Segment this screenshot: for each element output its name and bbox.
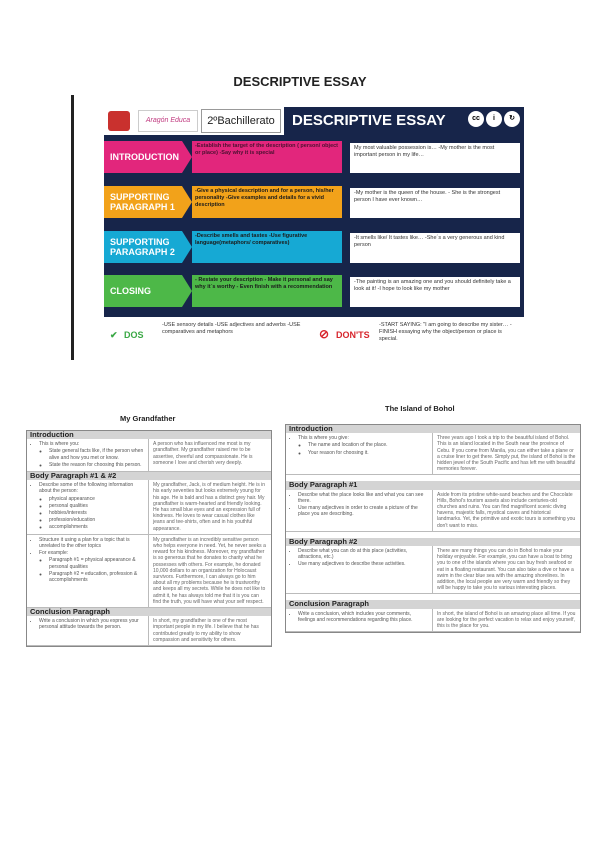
left-essay-table <box>26 430 272 647</box>
license-icons <box>468 111 520 127</box>
page-title: DESCRIPTIVE ESSAY <box>233 74 367 89</box>
dos-label: DOS <box>124 330 144 340</box>
infographic-header <box>104 107 524 135</box>
section-example-text: There are many things you can do in Bohol to make your holiday enjoyable. For example, you can have a boat to bring you to one of the islands where you can buy fresh seafood or eat in a floating restaurant. You can also take a dive or have a swim in the clear blue sea with the amazing shorelines. In addition, the local people are very warm and friendly so they will be happy to take you to various interesting places. <box>437 548 574 592</box>
section-instructions <box>286 433 433 474</box>
info-row-example-0: My most valuable possession is… -My mother is the most important person in my life… <box>350 143 520 173</box>
left-section-2 <box>27 535 271 608</box>
info-row-example-1: -My mother is the queen of the house. - She is the strongest person I have ever known… <box>350 188 520 218</box>
right-essay-title: The Island of Bohol <box>385 404 455 413</box>
by-icon: i <box>486 111 502 127</box>
infographic-title <box>284 107 524 135</box>
instruction-bullet: • This is where you give: <box>298 435 428 441</box>
instruction-bullet: • Structure it using a plan for a topic that is unrelated to the other topics <box>39 537 144 549</box>
left-section-1 <box>27 472 271 535</box>
section-instructions <box>286 490 433 531</box>
instruction-sub-bullet: ◦ Paragraph #1 = physical appearance & personal qualities <box>49 557 144 569</box>
info-row-label-0: INTRODUCTION <box>104 141 182 173</box>
section-row <box>286 546 580 594</box>
section-row <box>286 433 580 475</box>
right-section-1 <box>286 481 580 531</box>
info-row-desc-1: -Give a physical description and for a person, his/her personality -Give examples and details for a vivid description <box>192 186 342 218</box>
instruction-bullet: • Describe some of the following information about the person: <box>39 482 144 494</box>
section-instructions <box>286 609 433 632</box>
instruction-sub-bullet: ◦ accomplishments <box>49 524 144 530</box>
instruction-sub-bullet: ◦ profession/education <box>49 517 144 523</box>
section-row <box>27 439 271 472</box>
section-heading: Conclusion Paragraph <box>286 600 580 608</box>
section-example-text: My grandfather is an incredibly sensitive person who helps everyone in need. Yet, he never seeks a reward for his kindness. Moreover, my grandfather is so generous that he donates to charity what he possesses with others. For example, he donated 10,000 dollars to an organization for Holocaust survivors. Furthermore, I can always go to him about all my problems because he is trustworthy and keeps all my secrets. While he does not like to admit it, he has always told me that it is you can find the truth, you will have what your self respect. <box>153 536 266 605</box>
instruction-bullet: • Describe what you can do at this place (activities, attractions, etc.) <box>298 548 428 560</box>
cc-icon: cc <box>468 111 484 127</box>
section-row <box>27 616 271 646</box>
info-row-desc-2: -Describe smells and tastes -Use figurative language(metaphors/ comparatives) <box>192 231 342 263</box>
section-heading: Introduction <box>286 425 580 433</box>
donts-label: DON'TS <box>336 330 370 340</box>
section-heading: Body Paragraph #2 <box>286 538 580 546</box>
section-instructions <box>27 535 149 607</box>
aragon-educa-logo: Aragón Educa <box>138 110 198 132</box>
section-row <box>286 609 580 633</box>
instruction-sub-bullet: ◦ Your reason for choosing it. <box>308 450 428 456</box>
region-logo-icon <box>108 111 130 131</box>
dos-text: -USE sensory details -USE adjectives and adverbs -USE comparatives and metaphors <box>162 322 301 335</box>
dos-check-icon: ✔ <box>110 330 118 340</box>
section-heading: Body Paragraph #1 & #2 <box>27 472 271 480</box>
instruction-sub-bullet: ◦ physical appearance <box>49 496 144 502</box>
instruction-sub-bullet: ◦ personal qualities <box>49 503 144 509</box>
instruction-sub-bullet: ◦ Paragraph #2 = education, profession & accomplishments <box>49 571 144 583</box>
instruction-bullet: • Describe what the place looks like and what you can see there. <box>298 492 428 504</box>
instruction-bullet: • Write a conclusion in which you express your personal attitude towards the person. <box>39 618 144 630</box>
instruction-bullet: • Write a conclusion, which includes your comments, feelings and recommendations regarding this place. <box>298 611 428 623</box>
info-row-desc-3: - Restate your description - Make it personal and say why it´s worthy - Even finish with a recommendation <box>192 275 342 307</box>
info-row-label-3: CLOSING <box>104 275 182 307</box>
section-example-text: Three years ago I took a trip to the beautiful island of Bohol. This is an island located in the South near the province of Cebu. If you come from Manila, you can either take a plane or a cruise liner to get there. Simply put, the island of Bohol is the hidden jewel of the South Pacific and has left me with beautiful memories forever. <box>437 435 576 473</box>
left-section-0 <box>27 431 271 472</box>
instruction-bullet: • Use many adjectives in order to create a picture of the place you are describing. <box>298 505 428 517</box>
section-instructions <box>27 480 149 534</box>
instruction-bullet: • This is where you: <box>39 441 144 447</box>
section-heading: Conclusion Paragraph <box>27 608 271 616</box>
donts-text: -START SAYING: "I am going to describe my sister… -FINISH essaying why the object/person or place is special. <box>379 322 512 342</box>
grade-label: 2ºBachillerato <box>201 109 281 133</box>
right-section-3 <box>286 600 580 632</box>
infographic-panel <box>104 107 524 355</box>
dos-donts-bar <box>104 317 524 355</box>
left-section-3 <box>27 608 271 646</box>
section-example-text: A person who has influenced me most is my grandfather. My grandfather raised me to be assertive, cheerful and compassionate. He is someone I love and cherish very deeply. <box>153 441 253 466</box>
info-row-label-2: SUPPORTING PARAGRAPH 2 <box>104 231 182 263</box>
instruction-bullet: • For example: <box>39 550 144 556</box>
instruction-sub-bullet: ◦ State general facts like, if the person when alive and how you met or know. <box>49 448 144 460</box>
right-section-2 <box>286 538 580 595</box>
donts-no-icon: ⊘ <box>319 327 330 341</box>
section-instructions <box>27 439 149 471</box>
section-instructions <box>27 616 149 645</box>
instruction-bullet: • Use many adjectives to describe these activities. <box>298 561 428 567</box>
right-essay-table <box>285 424 581 633</box>
section-example-text: In short, the island of Bohol is an amazing place all time. If you are looking for the perfect vacation to relax and enjoy yourself, this is the place for you. <box>437 610 576 630</box>
instruction-sub-bullet: ◦ The name and location of the place. <box>308 442 428 448</box>
section-row <box>27 535 271 608</box>
instruction-sub-bullet: ◦ State the reason for choosing this person. <box>49 462 144 468</box>
infographic <box>71 95 529 360</box>
section-heading: Body Paragraph #1 <box>286 481 580 489</box>
section-example-text: Aside from its pristine white-sand beaches and the Chocolate Hills, Bohol's tourism assets also include centuries-old churches and ruins. You can find magnificent scenic diving havens, majestic falls, mystical caves and historical landmarks. Yet, the primitive and exotic tours is something you don't want to miss. <box>437 491 576 529</box>
right-section-0 <box>286 425 580 475</box>
left-essay-title: My Grandfather <box>120 414 176 423</box>
info-row-example-3: -The painting is an amazing one and you should definitely take a look at it! -I hope to look like my mother <box>350 277 520 307</box>
info-row-desc-0: -Establish the target of the description ( person/ object or place) -Say why it is special <box>192 141 342 173</box>
section-instructions <box>286 546 433 593</box>
info-row-example-2: -It smells like/ It tastes like… -She´s a very generous and kind person <box>350 233 520 263</box>
section-row <box>286 490 580 532</box>
section-row <box>27 480 271 535</box>
section-example-text: In short, my grandfather is one of the most important people in my life. I believe that he has contributed greatly to my ability to show compassion and sensitivity for others. <box>153 618 259 643</box>
infographic-title-text: DESCRIPTIVE ESSAY <box>292 112 446 129</box>
section-example-text: My grandfather, Jack, is of medium height. He is in his early seventies but looks extremely young for his age. He is bald and has a distinct grey hair. My grandfather is warm-hearted and friendly looking. He has small blue eyes and an expression full of kindness. He loves to wear casual clothes like jeans and tee-shirts, often and in his youthful appearance. <box>153 482 265 532</box>
section-heading: Introduction <box>27 431 271 439</box>
info-row-label-1: SUPPORTING PARAGRAPH 1 <box>104 186 182 218</box>
sa-icon: ↻ <box>504 111 520 127</box>
instruction-sub-bullet: ◦ hobbies/interests <box>49 510 144 516</box>
